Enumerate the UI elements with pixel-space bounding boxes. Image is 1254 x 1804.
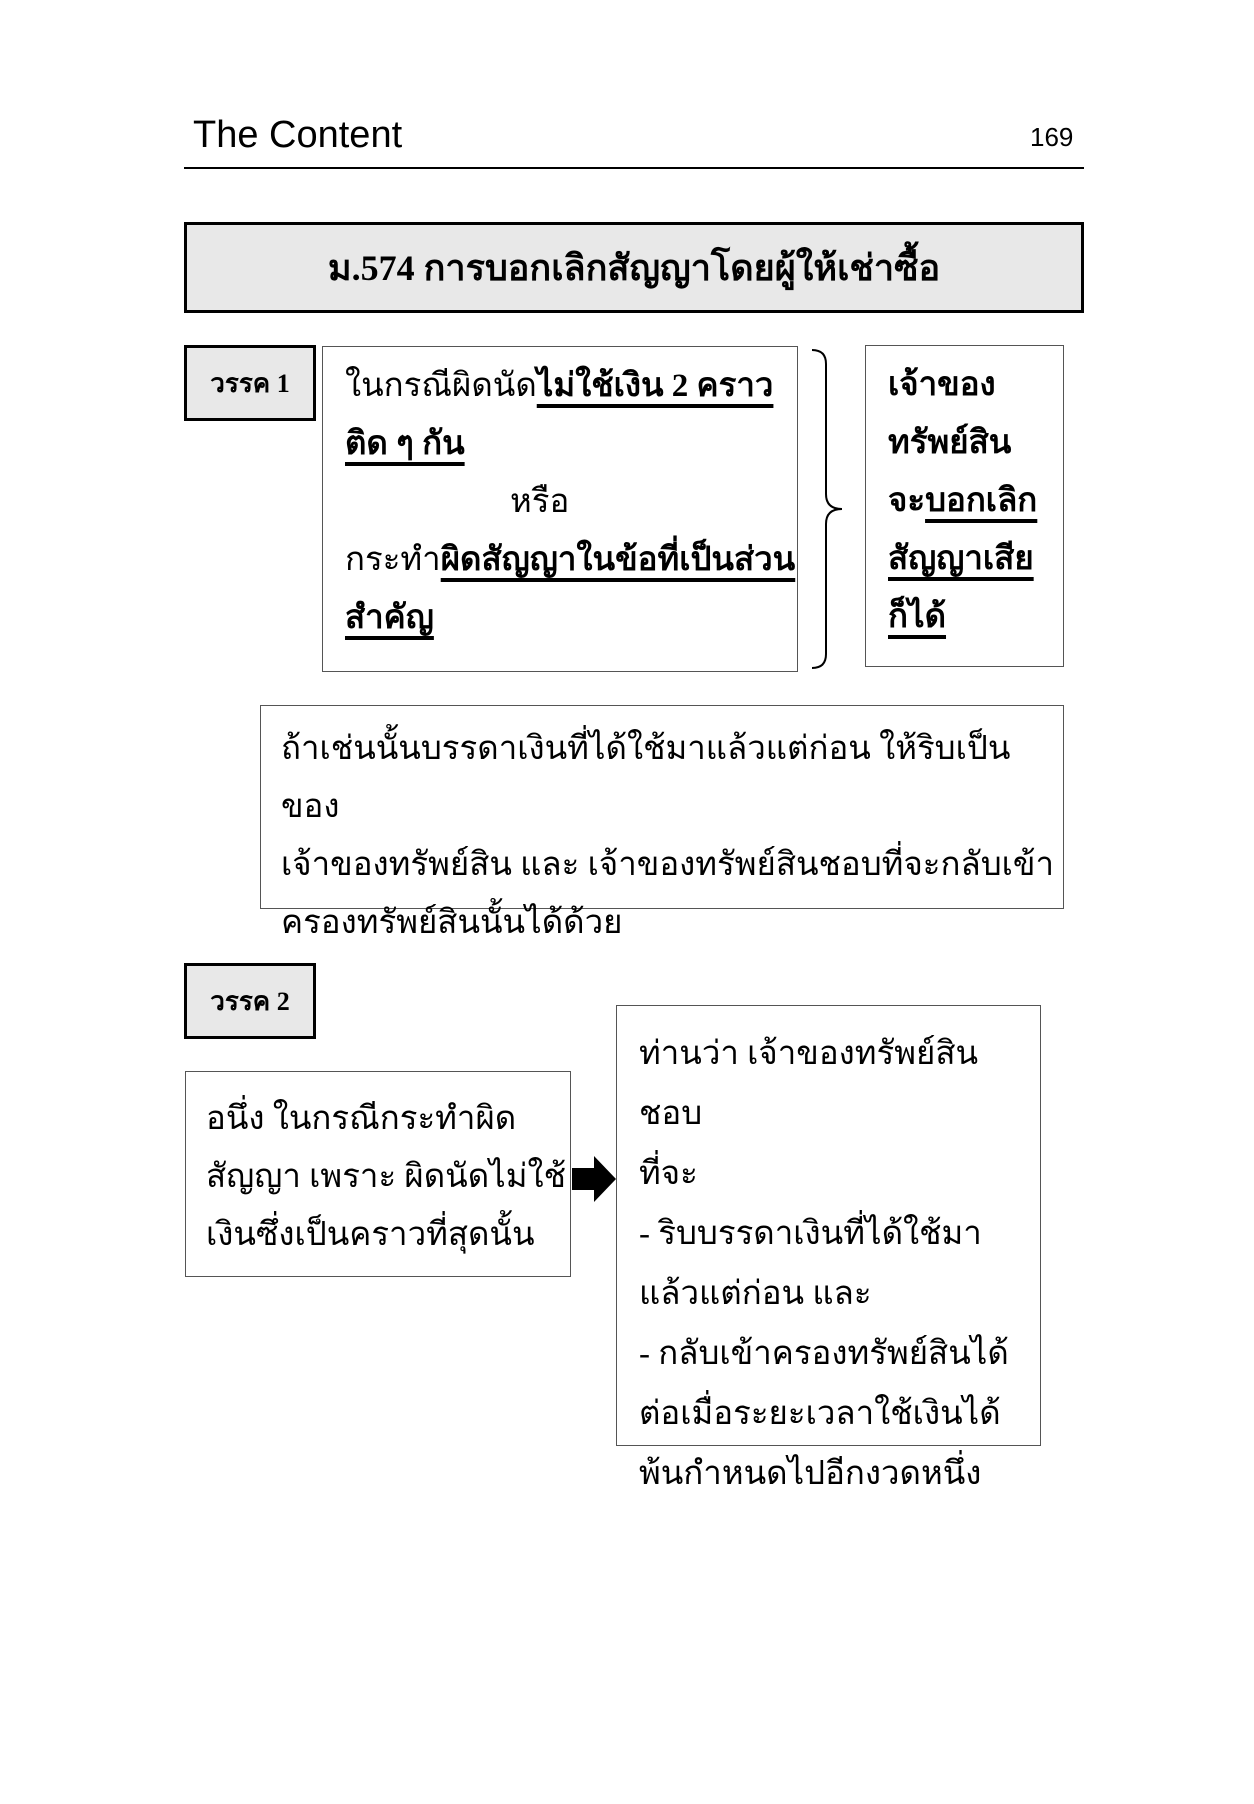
result-line: - ริบบรรดาเงินที่ได้ใช้มา xyxy=(639,1216,982,1252)
result-line: เจ้าของ xyxy=(888,367,996,403)
result-emphasis: บอกเลิก xyxy=(925,483,1038,519)
condition-line-1 xyxy=(345,357,797,415)
header-title: The Content xyxy=(193,114,403,156)
right-brace-icon xyxy=(808,346,848,672)
paragraph2-result-box xyxy=(616,1005,1041,1492)
section-title: ม.574 การบอกเลิกสัญญาโดยผู้ให้เช่าซื้อ xyxy=(184,222,1084,313)
result-line: - กลับเข้าครองทรัพย์สินได้ xyxy=(639,1336,1009,1372)
result-line: พ้นกำหนดไปอีกงวดหนึ่ง xyxy=(639,1456,982,1492)
result-emphasis: ก็ได้ xyxy=(888,599,947,635)
condition-line: อนึ่ง ในกรณีกระทำผิด xyxy=(206,1101,517,1137)
result-emphasis: สัญญาเสีย xyxy=(888,541,1034,577)
header-rule xyxy=(184,167,1084,169)
result-line: ต่อเมื่อระยะเวลาใช้เงินได้ xyxy=(639,1396,1001,1432)
condition-emphasis: ติด ๆ กัน xyxy=(345,426,465,462)
result-line xyxy=(888,530,1063,588)
arrow-right-icon xyxy=(572,1156,616,1202)
result-line: ที่จะ xyxy=(639,1156,698,1192)
condition-line-2 xyxy=(345,415,797,473)
consequence-line: ถ้าเช่นนั้นบรรดาเงินที่ได้ใช้มาแล้วแต่ก่อน ให้ริบเป็นของ xyxy=(281,731,1011,825)
paragraph1-label: วรรค 1 xyxy=(184,345,316,421)
paragraph2-condition-box xyxy=(185,1071,571,1277)
condition-text: ในกรณีผิดนัด xyxy=(345,368,537,404)
condition-line: เงินซึ่งเป็นคราวที่สุดนั้น xyxy=(206,1217,535,1253)
condition-text: กระทำ xyxy=(345,542,441,578)
condition-line-4 xyxy=(345,589,797,647)
result-line xyxy=(888,472,1063,530)
result-text: จะ xyxy=(888,483,926,519)
result-line: ท่านว่า เจ้าของทรัพย์สินชอบ xyxy=(639,1036,979,1132)
paragraph1-result-box xyxy=(865,345,1064,667)
condition-line: สัญญา เพราะ ผิดนัดไม่ใช้ xyxy=(206,1159,567,1195)
condition-line-3 xyxy=(345,531,797,589)
consequence-line: เจ้าของทรัพย์สิน และ เจ้าของทรัพย์สินชอบที่จะกลับเข้า xyxy=(281,847,1055,883)
or-connector: หรือ xyxy=(510,484,570,520)
page-number: 169 xyxy=(1030,122,1074,152)
result-line: แล้วแต่ก่อน และ xyxy=(639,1276,872,1312)
condition-emphasis: ผิดสัญญาในข้อที่เป็นส่วน xyxy=(440,542,796,578)
paragraph2-label: วรรค 2 xyxy=(184,963,316,1039)
paragraph1-condition-box xyxy=(322,346,798,672)
result-line: ทรัพย์สิน xyxy=(888,425,1012,461)
paragraph1-consequence-box xyxy=(260,705,1064,941)
consequence-line: ครองทรัพย์สินนั้นได้ด้วย xyxy=(281,905,623,941)
condition-emphasis: สำคัญ xyxy=(345,600,434,636)
result-line xyxy=(888,588,1063,646)
condition-emphasis: ไม่ใช้เงิน 2 คราว xyxy=(536,368,774,404)
